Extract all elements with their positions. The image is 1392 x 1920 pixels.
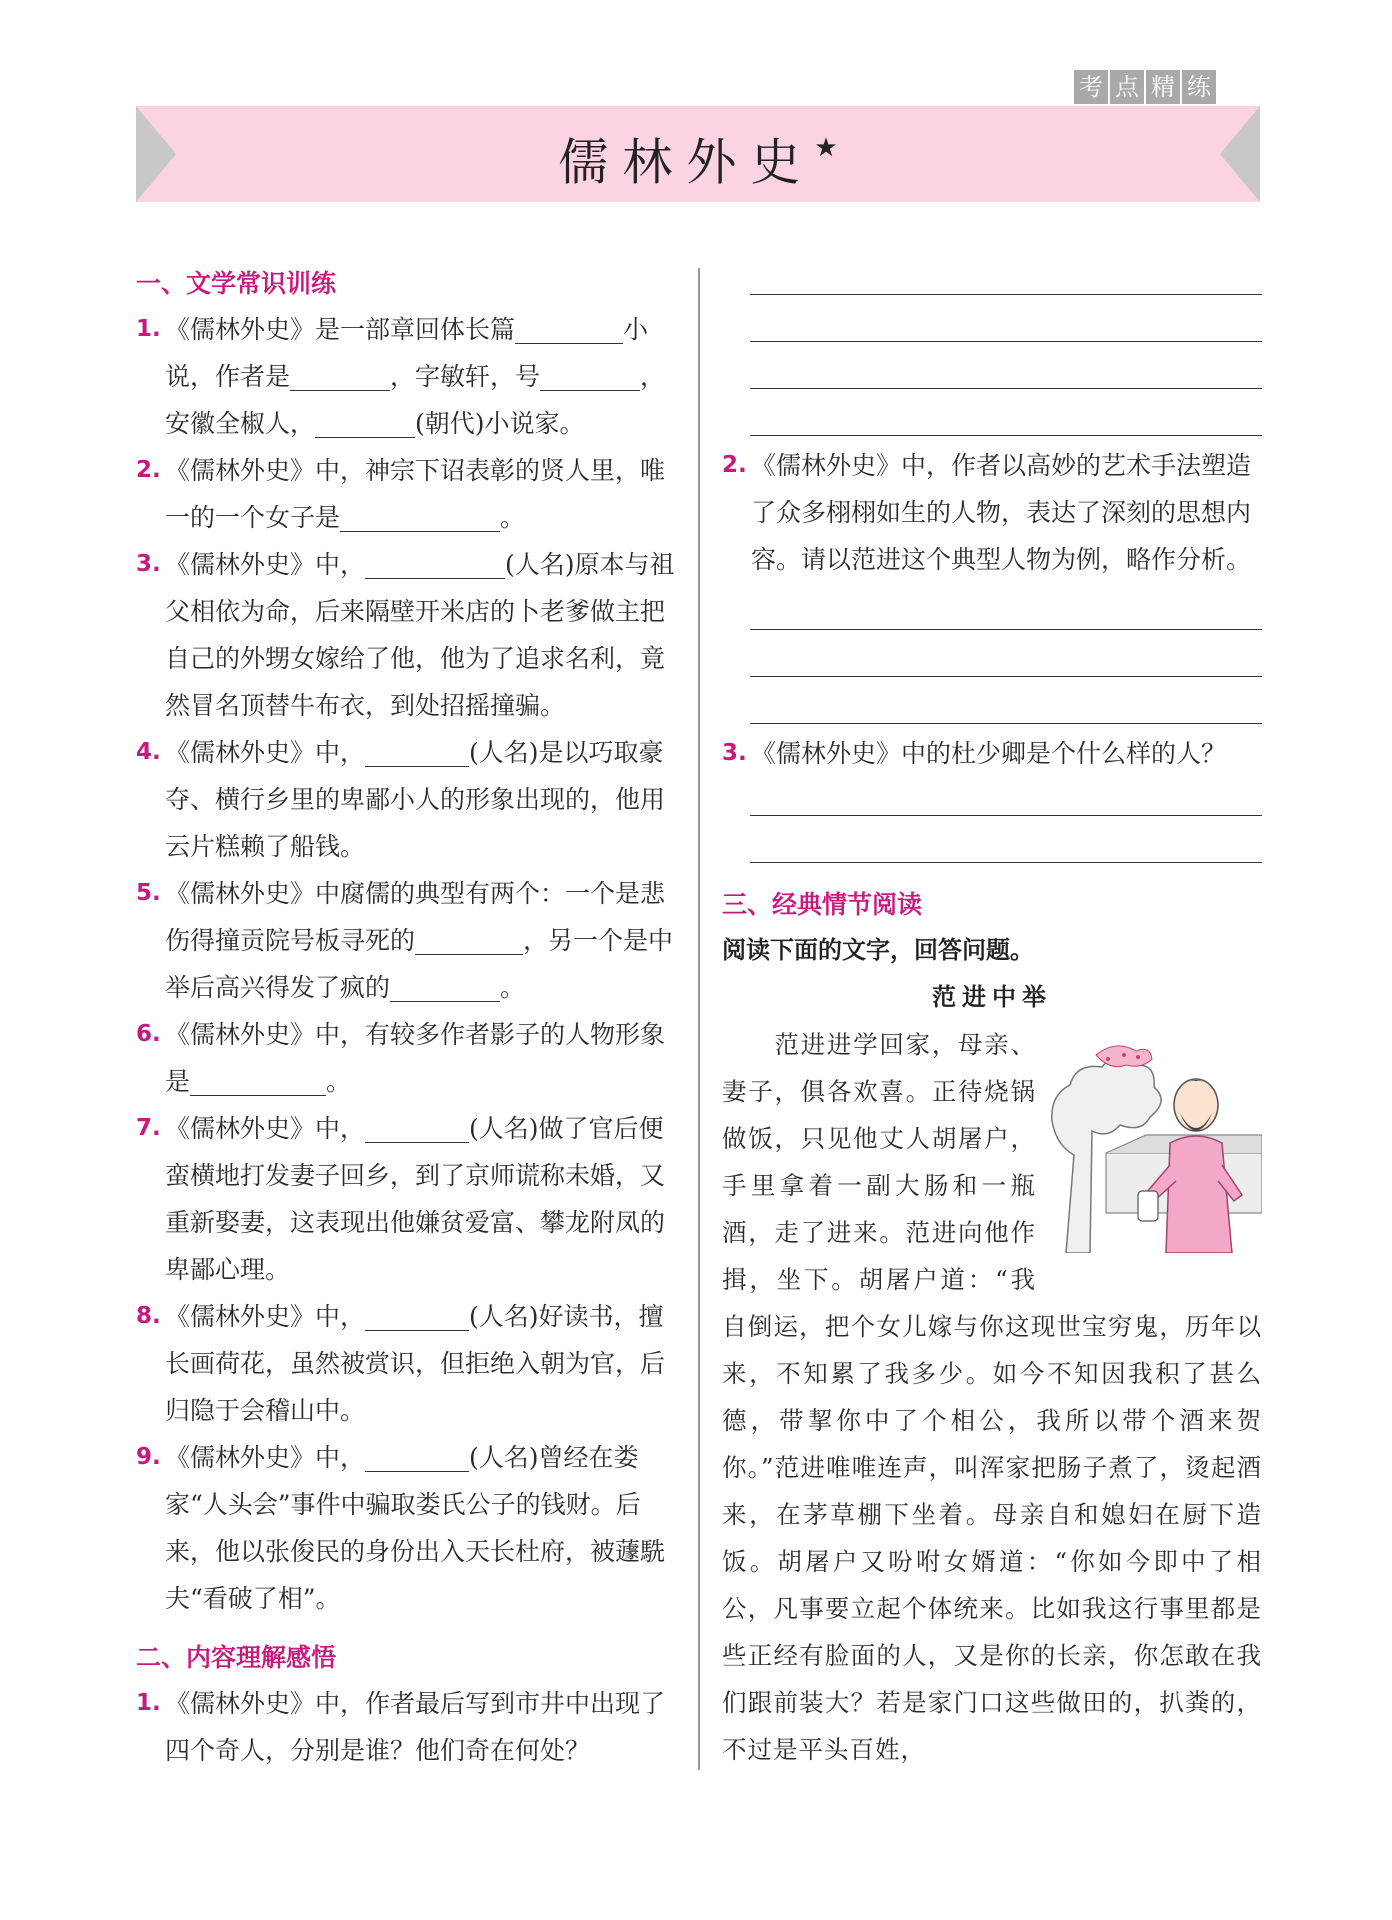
illustration-butcher-hu xyxy=(1046,1025,1262,1253)
question-2-3 xyxy=(722,730,1262,777)
question-1-1 xyxy=(136,306,676,447)
question-number: 7. xyxy=(136,1115,161,1141)
answer-blank[interactable] xyxy=(415,924,523,955)
question-text: 小说，作者是 xyxy=(165,315,649,391)
question-text: (人名)好读书，擅长画荷花，虽然被赏识，但拒绝入朝为官，后归隐于会稽山中。 xyxy=(165,1302,666,1425)
answer-line[interactable] xyxy=(750,389,1262,436)
page-title xyxy=(136,106,1260,202)
question-text: 《儒林外史》中， xyxy=(165,1114,366,1143)
answer-blank[interactable] xyxy=(390,971,500,1002)
answer-blank[interactable] xyxy=(365,1300,469,1331)
question-text: 《儒林外史》中腐儒的典型有两个：一个是悲伤得撞贡院号板寻死的 xyxy=(165,879,666,955)
answer-line[interactable] xyxy=(750,816,1262,863)
question-2-1 xyxy=(136,1680,676,1774)
tag-char: 考 xyxy=(1074,70,1108,104)
question-number: 9. xyxy=(136,1444,161,1470)
answer-line[interactable] xyxy=(750,248,1262,295)
answer-line[interactable] xyxy=(750,677,1262,724)
question-text: 《儒林外史》中，有较多作者影子的人物形象是 xyxy=(165,1020,666,1096)
question-text: 《儒林外史》中， xyxy=(165,1302,366,1331)
answer-blank[interactable] xyxy=(515,313,623,344)
right-column xyxy=(722,262,1262,1773)
question-text: (人名)做了官后便蛮横地打发妻子回乡，到了京师谎称未婚，又重新娶妻，这表现出他嫌贫爱富、攀龙附凤的卑鄙心理。 xyxy=(165,1114,666,1284)
question-1-4 xyxy=(136,729,676,870)
question-text: 《儒林外史》中，作者最后写到市井中出现了四个奇人，分别是谁？他们奇在何处？ xyxy=(165,1689,666,1765)
question-text: 《儒林外史》是一部章回体长篇 xyxy=(165,315,516,344)
question-number: 2. xyxy=(136,457,161,483)
column-divider xyxy=(698,268,700,1770)
tag-char: 练 xyxy=(1182,70,1216,104)
question-text: 《儒林外史》中， xyxy=(165,550,366,579)
question-number: 1. xyxy=(136,316,161,342)
answer-blank[interactable] xyxy=(340,501,500,532)
title-banner xyxy=(136,106,1260,202)
question-1-9 xyxy=(136,1434,676,1622)
star-mark: ★ xyxy=(814,133,838,163)
question-2-2 xyxy=(722,442,1262,583)
question-1-8 xyxy=(136,1293,676,1434)
left-column xyxy=(136,262,676,1774)
section-tag xyxy=(1074,70,1216,104)
question-text: (人名)是以巧取豪夺、横行乡里的卑鄙小人的形象出现的，他用云片糕赖了船钱。 xyxy=(165,738,666,861)
tag-char: 点 xyxy=(1110,70,1144,104)
question-1-7 xyxy=(136,1105,676,1293)
question-number: 3. xyxy=(136,551,161,577)
question-text: 《儒林外史》中，神宗下诏表彰的贤人里，唯一的一个女子是 xyxy=(165,456,666,532)
question-text: (人名)曾经在娄家“人头会”事件中骗取娄氏公子的钱财。后来，他以张俊民的身份出入天长杜府，被蘧駪夫“看破了相”。 xyxy=(165,1443,666,1613)
tag-char: 精 xyxy=(1146,70,1180,104)
answer-line[interactable] xyxy=(750,630,1262,677)
question-number: 5. xyxy=(136,880,161,906)
answer-blank[interactable] xyxy=(315,407,415,438)
question-text: ，字敏轩，号 xyxy=(390,362,541,391)
question-number: 3. xyxy=(722,740,747,766)
answer-line[interactable] xyxy=(750,295,1262,342)
question-text: 。 xyxy=(500,973,526,1002)
answer-blank[interactable] xyxy=(365,736,469,767)
answer-line[interactable] xyxy=(750,342,1262,389)
question-number: 4. xyxy=(136,739,161,765)
question-text: ，另一个是中举后高兴得发了疯的 xyxy=(165,926,674,1002)
question-text: 《儒林外史》中， xyxy=(165,738,366,767)
answer-blank[interactable] xyxy=(365,1112,469,1143)
question-1-6 xyxy=(136,1011,676,1105)
question-number: 1. xyxy=(136,1690,161,1716)
question-text: ，安徽全椒人， xyxy=(165,362,666,438)
question-number: 8. xyxy=(136,1303,161,1329)
section-heading-2: 二、内容理解感悟 xyxy=(136,1643,337,1672)
title-text: 儒林外史 xyxy=(558,133,815,192)
answer-blank[interactable] xyxy=(365,1441,469,1472)
question-number: 2. xyxy=(722,452,747,478)
answer-blank[interactable] xyxy=(540,360,640,391)
passage-text: 范进进学回家，母亲、妻子，俱各欢喜。正待烧锅做饭，只见他丈人胡屠户，手里拿着一副大肠和一瓶酒，走了进来。范进向他作揖，坐下。胡屠户道：“我自倒运，把个女儿嫁与你这现世宝穷鬼，历年以来，不知累了我多少。如今不知因我积了甚么德，带挈你中了个相公，我所以带个酒来贺你。”范进唯唯连声，叫浑家把肠子煮了，烫起酒来，在茅草棚下坐着。母亲自和媳妇在厨下造饭。胡屠户又吩咐女婿道：“你如今即中了相公，凡事要立起个体统来。比如我这行事里都是些正经有脸面的人，又是你的长亲，你怎敢在我们跟前装大？若是家门口这些做田的，扒粪的，不过是平头百姓， xyxy=(722,1030,1262,1764)
question-1-2 xyxy=(136,447,676,541)
question-1-3 xyxy=(136,541,676,729)
answer-line[interactable] xyxy=(750,583,1262,630)
reading-instruction: 阅读下面的文字，回答问题。 xyxy=(722,936,1034,964)
passage-title: 范进中举 xyxy=(932,983,1052,1011)
question-text: 《儒林外史》中， xyxy=(165,1443,366,1472)
answer-blank[interactable] xyxy=(365,548,505,579)
question-text: 。 xyxy=(500,503,526,532)
answer-blank[interactable] xyxy=(290,360,390,391)
question-text: 《儒林外史》中，作者以高妙的艺术手法塑造了众多栩栩如生的人物，表达了深刻的思想内容。请以范进这个典型人物为例，略作分析。 xyxy=(751,451,1252,574)
question-text: (朝代)小说家。 xyxy=(415,409,585,438)
question-number: 6. xyxy=(136,1021,161,1047)
section-heading-3: 三、经典情节阅读 xyxy=(722,890,923,919)
reading-passage xyxy=(722,1021,1262,1773)
answer-blank[interactable] xyxy=(190,1065,326,1096)
question-text: 。 xyxy=(326,1067,352,1096)
question-1-5 xyxy=(136,870,676,1011)
question-text: 《儒林外史》中的杜少卿是个什么样的人？ xyxy=(751,739,1227,768)
question-text: (人名)原本与祖父相依为命，后来隔壁开米店的卜老爹做主把自己的外甥女嫁给了他，他为了追求名利，竟然冒名顶替牛布衣，到处招摇撞骗。 xyxy=(165,550,675,720)
section-heading-1: 一、文学常识训练 xyxy=(136,269,337,298)
